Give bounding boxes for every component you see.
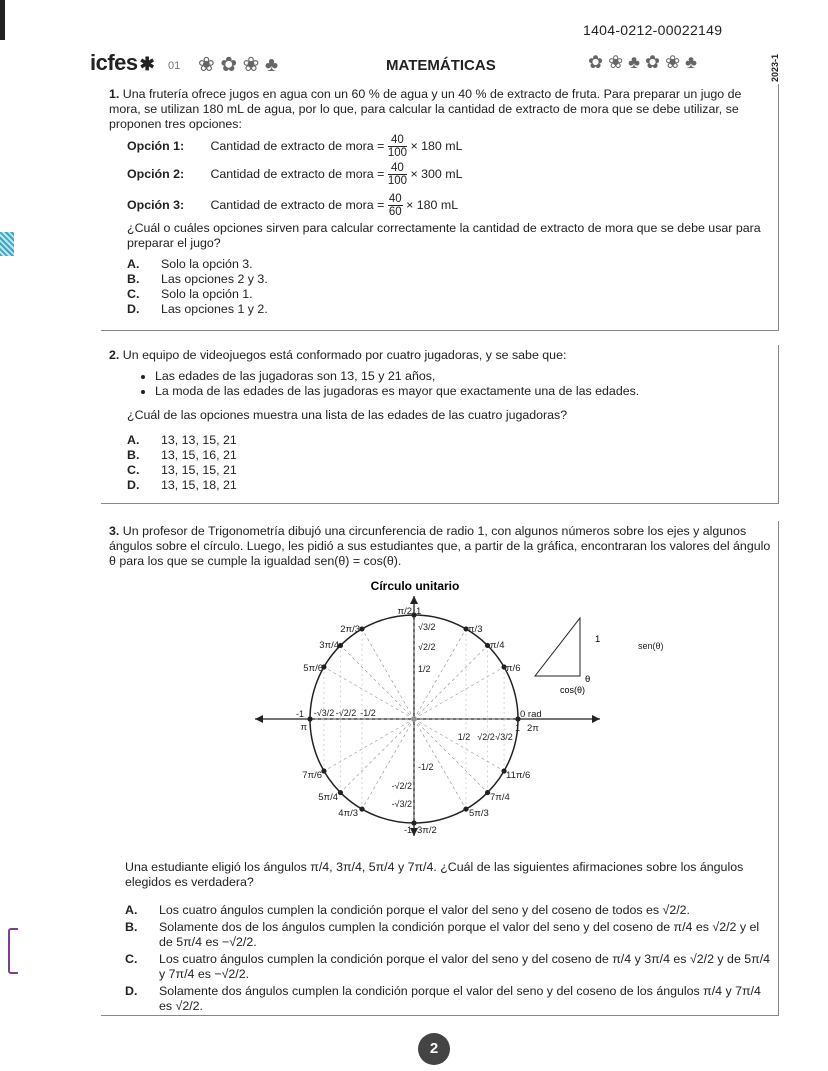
answer-a[interactable] xyxy=(125,903,773,918)
angle-point xyxy=(359,806,364,811)
angle-spoke xyxy=(414,719,488,793)
x-axis-arrow-left-icon xyxy=(255,715,263,723)
angle-point xyxy=(411,820,416,825)
label-y-minus-one: -1 xyxy=(403,825,412,835)
angle-point xyxy=(463,806,468,811)
icfes-logo xyxy=(90,50,154,76)
answer-d[interactable] xyxy=(127,302,268,317)
answer-b[interactable] xyxy=(125,920,773,950)
label-pi: π xyxy=(300,722,307,733)
option-row xyxy=(127,158,767,191)
label-x-half: 1/2 xyxy=(457,732,471,742)
denominator: 100 xyxy=(387,175,408,187)
question-number: 2. xyxy=(109,348,120,362)
answer-letter: C. xyxy=(127,463,140,477)
exam-year: 2023-1 xyxy=(770,53,780,82)
question-1-box xyxy=(101,84,779,331)
question-stem: Una frutería ofrece jugos en agua con un 60 % de agua y un 40 % de extracto de fruta. Para preparar un jugo de mora, se utilizan 180 mL de agua, por lo que, para calcular la cantidad de extracto de mora que se debe utilizar, se proponen tres opciones: xyxy=(109,87,742,131)
question-3-text xyxy=(109,524,773,569)
option-text: Cantidad de extracto de mora = xyxy=(210,197,385,212)
option-label: Opción 2: xyxy=(127,166,185,181)
label-x-one: 1 xyxy=(514,723,520,733)
answer-text: Las opciones 1 y 2. xyxy=(161,302,268,316)
answer-text: 13, 15, 15, 21 xyxy=(161,463,237,477)
option-label: Opción 3: xyxy=(127,197,185,212)
booklet-code: 1404-0212-00022149 xyxy=(583,22,723,38)
label-y-minus-half: -1/2 xyxy=(418,762,434,772)
denominator: 60 xyxy=(388,206,402,218)
header-page-number: 01 xyxy=(168,60,181,72)
answer-text: Solo la opción 1. xyxy=(161,287,253,301)
section-title: MATEMÁTICAS xyxy=(386,57,496,74)
answer-letter: A. xyxy=(127,433,140,447)
answer-text: Solamente dos ángulos cumplen la condición porque el valor del seno y del coseno de los ángulos π/4 y 7π/4 es √2/2. xyxy=(159,984,761,1013)
option-multiplier: × 300 mL xyxy=(410,166,463,181)
question-stem: Un equipo de videojuegos está conformado por cuatro jugadoras, y se sabe que: xyxy=(122,348,567,362)
label-zero-rad: 0 rad xyxy=(520,709,542,720)
label-x-sqrt2-2: √2/2 xyxy=(477,732,495,742)
question-2-prompt: ¿Cuál de las opciones muestra una lista de las edades de las cuatro jugadoras? xyxy=(127,408,568,422)
label-y-minus-sqrt2-2: -√2/2 xyxy=(391,781,412,791)
label-11pi-6: 11π/6 xyxy=(506,770,531,781)
numerator: 40 xyxy=(388,193,402,205)
answer-b[interactable] xyxy=(127,448,237,463)
label-2pi-3: 2π/3 xyxy=(340,624,360,635)
decorative-plants-icon: ❀ ✿ ❀ ♣ xyxy=(198,54,279,76)
question-number: 3. xyxy=(109,524,120,538)
label-3pi-4: 3π/4 xyxy=(319,640,339,651)
figure-title: Círculo unitario xyxy=(370,579,460,593)
label-x-sqrt3-2: √3/2 xyxy=(495,732,513,742)
label-x-minus-sqrt2-2: -√2/2 xyxy=(335,708,357,718)
fraction xyxy=(388,162,407,187)
condition-item: • La moda de las edades de las jugadoras es mayor que exactamente una de las edades. xyxy=(155,384,775,399)
answer-letter: B. xyxy=(127,448,140,462)
answer-letter: C. xyxy=(125,952,138,966)
answer-text: 13, 15, 16, 21 xyxy=(161,448,237,462)
label-7pi-6: 7π/6 xyxy=(302,770,322,781)
angle-spoke xyxy=(414,645,488,719)
option-text: Cantidad de extracto de mora = xyxy=(210,138,385,153)
conditions-list xyxy=(119,369,775,399)
angle-point xyxy=(338,790,343,795)
fraction xyxy=(388,134,407,159)
option-row xyxy=(127,191,767,217)
angle-spoke xyxy=(362,719,414,809)
label-y-sqrt2-2: √2/2 xyxy=(418,642,436,652)
denominator: 100 xyxy=(387,147,408,159)
question-1-text xyxy=(109,87,773,132)
label-x-minus-half: -1/2 xyxy=(360,708,376,718)
answer-text: 13, 13, 15, 21 xyxy=(161,433,237,447)
option-multiplier: × 180 mL xyxy=(410,138,463,153)
angle-point xyxy=(307,716,312,721)
x-axis-arrow-icon xyxy=(592,715,600,723)
question-2-text xyxy=(109,348,773,363)
label-y-one: 1 xyxy=(416,606,422,617)
answer-letter: B. xyxy=(127,272,140,286)
options-list xyxy=(127,134,767,217)
side-code-mark xyxy=(0,232,14,256)
label-5pi-3: 5π/3 xyxy=(469,808,489,819)
question-stem: Un profesor de Trigonometría dibujó una circunferencia de radio 1, con algunos números sobre los ejes y algunos ángulos sobre el círculo. Luego, les pidió a sus estudiantes que, a partir de la gráfica, encontraran los valores del ángulo θ para los que se cumple la igualdad sen(θ) = cos(θ). xyxy=(109,524,771,568)
answer-c[interactable] xyxy=(127,463,237,478)
fraction xyxy=(388,193,403,218)
label-pi-6: π/6 xyxy=(506,663,521,674)
answer-letter: A. xyxy=(125,903,138,917)
label-5pi-4: 5π/4 xyxy=(318,792,338,803)
answer-c[interactable] xyxy=(127,287,268,302)
question-1-prompt: ¿Cuál o cuáles opciones sirven para calcular correctamente la cantidad de extracto de mora que se debe usar para preparar el jugo? xyxy=(127,221,761,250)
label-pi-3: π/3 xyxy=(468,624,483,635)
question-3-prompt: Una estudiante eligió los ángulos π/4, 3π/4, 5π/4 y 7π/4. ¿Cuál de las siguientes afirmaciones sobre los ángulos elegidos es verdadera? xyxy=(125,860,744,889)
answer-text: Los cuatro ángulos cumplen la condición porque el valor del seno y del coseno de todos es √2/2. xyxy=(159,903,690,917)
triangle-angle-label: θ xyxy=(585,674,591,685)
answer-letter: D. xyxy=(125,984,138,998)
label-y-minus-sqrt3-2: -√3/2 xyxy=(391,799,412,809)
angle-labels xyxy=(300,606,541,836)
right-triangle xyxy=(535,618,580,676)
label-3pi-2: 3π/2 xyxy=(417,825,437,836)
answer-a[interactable] xyxy=(127,257,268,272)
label-x-minus-one: -1 xyxy=(295,709,304,719)
answer-b[interactable] xyxy=(127,272,268,287)
page-edge-mark xyxy=(0,0,5,40)
answer-text: Los cuatro ángulos cumplen la condición porque el valor del seno y del coseno de π/4 y 3π/4 es √2/2 y de 5π/4 y 7π/4 es −√2/2. xyxy=(159,952,771,981)
label-x-minus-sqrt3-2: -√3/2 xyxy=(313,708,335,718)
answer-list xyxy=(127,433,237,493)
label-2pi: 2π xyxy=(527,723,539,734)
option-row xyxy=(127,134,767,158)
question-2-box xyxy=(101,345,779,504)
option-text: Cantidad de extracto de mora = xyxy=(210,166,385,181)
unit-circle-figure xyxy=(240,578,610,840)
angle-spoke xyxy=(324,719,414,771)
answer-text: Solamente dos de los ángulos cumplen la condición porque el valor del seno y del coseno de π/4 es √2/2 y el de 5π/4 es −√2/2. xyxy=(159,920,760,949)
answer-c[interactable] xyxy=(125,952,773,982)
angle-spoke xyxy=(414,667,504,719)
angle-point xyxy=(359,626,364,631)
answer-text: Las opciones 2 y 3. xyxy=(161,272,268,286)
option-multiplier: × 180 mL xyxy=(406,197,459,212)
page-number-badge: 2 xyxy=(418,1033,450,1065)
logo-star-icon: ✱ xyxy=(139,54,155,74)
answer-a[interactable] xyxy=(127,433,237,448)
triangle-hypotenuse-label: 1 xyxy=(595,634,601,645)
decorative-plants-right-icon: ✿ ❀ ♣ ✿ ❀ ♣ xyxy=(588,52,697,72)
answer-d[interactable] xyxy=(125,984,773,1014)
y-axis-arrow-icon xyxy=(410,596,418,604)
label-pi-4: π/4 xyxy=(490,640,505,651)
answer-letter: B. xyxy=(125,920,138,934)
triangle-adjacent-label: cos(θ) xyxy=(560,685,586,695)
logo-text: icfes xyxy=(90,50,138,75)
label-7pi-4: 7π/4 xyxy=(490,792,510,803)
answer-letter: C. xyxy=(127,287,140,301)
answer-letter: D. xyxy=(127,302,140,316)
answer-list xyxy=(125,903,773,1014)
angle-point xyxy=(321,768,326,773)
angle-spoke xyxy=(362,629,414,719)
answer-letter: A. xyxy=(127,257,140,271)
triangle-opposite-label: sen(θ) xyxy=(638,641,664,651)
axis-value-labels xyxy=(296,622,520,835)
label-pi-2: π/2 xyxy=(397,606,412,617)
answer-letter: D. xyxy=(127,478,140,492)
numerator: 40 xyxy=(388,134,407,147)
label-5pi-6: 5π/6 xyxy=(303,663,323,674)
question-number: 1. xyxy=(109,87,120,101)
label-y-sqrt3-2: √3/2 xyxy=(418,622,436,632)
label-4pi-3: 4π/3 xyxy=(338,808,358,819)
side-bracket-mark xyxy=(8,928,18,974)
answer-text: 13, 15, 18, 21 xyxy=(161,478,237,492)
answer-d[interactable] xyxy=(127,478,237,493)
condition-item: • Las edades de las jugadoras son 13, 15 y 21 años, xyxy=(155,369,775,384)
option-label: Opción 1: xyxy=(127,138,185,153)
answer-list xyxy=(127,257,268,317)
answer-text: Solo la opción 3. xyxy=(161,257,253,271)
numerator: 40 xyxy=(388,162,407,175)
label-y-half: 1/2 xyxy=(418,664,431,674)
